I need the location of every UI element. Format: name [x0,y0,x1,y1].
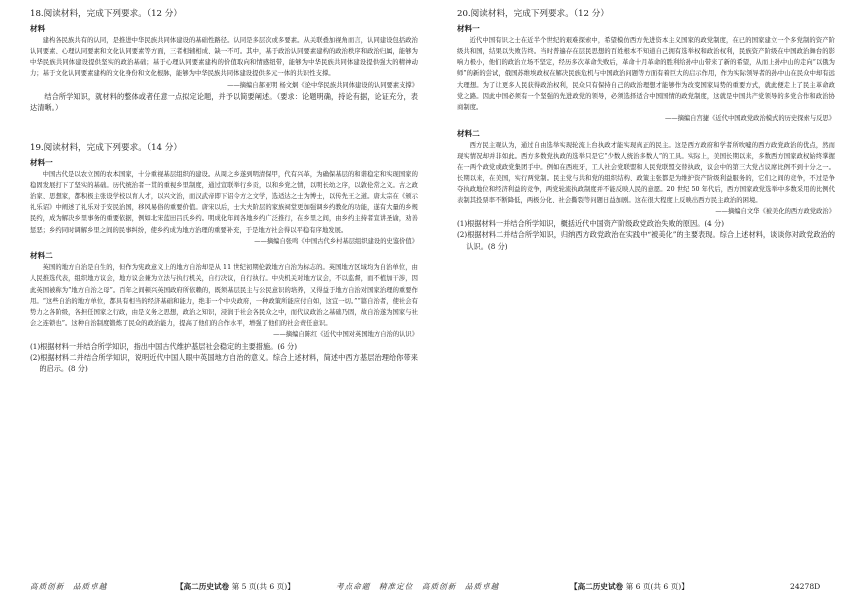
question-20-subquestion-2: (2)根据材料二并结合所学知识，归纳西方政党政治在实践中“被美化”的主要表现。综合上述材料，谈谈你对政党政治的认识。(8 分) [457,230,835,251]
question-19-material-1: 中国古代是以农立国的农本国家，十分重视基层组织的建设。从周之乡遂到明清保甲，代有兴革，为确保基层的和谐稳定和实现国家的稳固发展打下了坚实的基础。历代统治者一贯的重视乡里制度，通过宣联举行乡贡，以和乡党之情，以明长幼之序，以敦伦常之义。古之政治家、思想家，都积极主张设学校以育人才，以兴文治，而汉武帝即下诏令方之文学，选适达之士为博士，以传先王之道。唐太宗在《颁示礼乐诏》中阐述了礼乐对于安民治国，移风易俗的重要价值。唐宋以后，士大夫阶层的家族祠堂更加强调乡约教化的功能，遂有大量的乡规民约，成为解决乡里事务的重要依据，例如北宋蓝田吕氏乡约。明成化年间各地乡约广泛推行，在乡里之间，由乡约主持者宣讲圣谕，劝善惩恶；乡约同时调解乡里之间的民事纠纷，使乡约成为地方治理的重要补充，于是地方社会得以平稳有序地发展。 [30,170,418,234]
footer-middle-slogan: 考点命题 精准定位 高质创新 品质卓越 [336,582,500,591]
question-20-source-2: ——摘编自文华《被美化的西方政党政治》 [715,208,835,216]
material-1-label: 材料一 [457,24,480,33]
question-18-header: 18.阅读材料，完成下列要求。（12 分） [30,9,182,19]
question-20 [457,8,835,252]
question-19 [30,142,418,375]
question-20-header: 20.阅读材料，完成下列要求。（12 分） [457,9,609,19]
question-20-material-1: 近代中国有识之士在近半个世纪的艰难探索中，希望模仿西方先进资本主义国家的政党制度，在已的国家建立一个多党制的资产阶级共和国，结果以失败告终。当时普遍存在层民思想的百姓根本不知道自己拥有选举权和政治权利，民族资产阶级在中国政治舞台的影响力极小，他们的政治立场不坚定，经历多次革命失败后，革命十月革命的胜利给孙中山带来了新的希望，从而上孙中山的走向“以俄为师”的新的尝试，俄国苏维埃政权在解决民族危机与中国政治问题等方面有着巨大的启示作用，作为实际领导者的孙中山在民众中却有远大理想。为了让更多人民获得政治权利，民众只有保持自己的政治理想才能够作为改变国家局势的重要方式，就此便走上了民主革命政党之路。因此中国必须有一个坚强的先进政党的领导，必须选择适合中国国情的政党制度，这就是中国共产党领导的多党合作和政治协商制度。 [457,37,835,111]
question-18-material: 建构各民族共有的认同，是推进中华民族共同体建设的基础性路径。认同是多层次或多要素。从关联叠加视角而言，认同建设包括政治认同要素、心理认同要素和文化认同要素等方面，三者相辅相成、缺一不可。其中，基于政治认同要素建构的政治秩序和政治归属，能够为中华民族共同体建设提供坚实的政治基础；基于心理认同要素建构的价值取向和情感纽带，能够为中华民族共同体建设提供强大的精神动力；基于文化认同要素建构的文化身份和文化根脉，能够为中华民族共同体建设提供多元一体的共识性支撑。 [30,37,418,78]
question-19-subquestion-2: (2)根据材料二并结合所学知识，说明近代中国人眼中英国地方自治的意义。综合上述材料，简述中西方基层治理给你带来的启示。(8 分) [30,352,418,374]
material-2-label: 材料二 [30,251,53,261]
question-19-header: 19.阅读材料，完成下列要求。（14 分） [30,142,182,153]
material-1-label: 材料一 [30,157,53,167]
question-19-source-1: ——摘编自张鸣《中国古代乡村基层组织建设的史鉴价值》 [254,237,418,245]
footer-left-slogan: 高质创新 品质卓越 [30,582,108,591]
footer-exam-code: 24278D [790,582,821,591]
question-18-task: 结合所学知识，就材料的整体或者任意一点拟定论题，并予以简要阐述。（要求：论题明确，持论有据，论证充分，表达清晰。） [30,92,418,113]
footer-left-page-label: 【高二历史试卷 第 5 页(共 6 页)】 [176,582,295,591]
footer-right-page-label: 【高二历史试卷 第 6 页(共 6 页)】 [570,582,689,591]
material-2-label: 材料二 [457,128,480,138]
question-20-source-1: ——摘编自宫捷《近代中国政党政治模式的历史探索与反思》 [664,115,835,123]
question-19-material-2: 英国的地方自治是自生的，但作为宪政意义上的地方自治却是从 11 世纪初期伦敦地方自治为标志的。英国地方区域均为自治单位，由人民推选代表，组织地方议会，地方议会兼为立法与执行机关，自行决议，自行执行。中央机关对地方议会，不以监督，而不植加干涉，因此英国被称为“地方自治之母”。百年之间顿兴英国政府所依赖的，既须基层民主与公民意识的培养，又得益于地方自治对国家治理的重要作用。“这些自治的地方单位，都具有相当的经济基础和能力，绝非一个中央政府，一种政策所能应付自如，这宜一切。”“篇自治者，使社会有势力之各阶级，各担任国家之行政，由是义务之思想，政治之知识，浸润于社会各民众之中，而代议政治之基础乃固，故自治遂为国家与社会之连锁也”。这种自治制度锻炼了民众的政治能力，提高了他们的合作水平，增强了他们的社会责任意识。 [30,264,418,327]
question-19-subquestion-1: (1)根据材料一并结合所学知识，指出中国古代维护基层社会稳定的主要措施。(6 分) [30,341,298,351]
material-label: 材料 [30,24,46,33]
left-page-column [30,8,418,375]
question-20-subquestion-1: (1)根据材料一并结合所学知识，概括近代中国资产阶级政党政治失败的原因。(4 分) [457,218,725,228]
question-19-source-2: ——摘编自陈红《近代中国对英国地方自治的认识》 [273,331,418,339]
right-page-column [457,8,835,252]
question-18 [30,8,418,114]
question-18-source: ——摘编自郝亚明 杨文炯《论中华民族共同体建设的认同要素支撑》 [227,81,418,89]
question-20-material-2: 西方民主观认为，通过自由选举实现轮流上台执政才能实现真正的民主。这是西方政府和学者所吹嘘的西方政党政治的优点，然而现实情况却并非如此。西方多数党执政的选举只是它“少数人统治多数人”的工具。实际上，美国长期以来，多数西方国家政权始终掌握在一两个政党或政党集团手中。例如在西班牙，工人社会党联盟和人民党联盟交替执政，议会中的第三大党占议席比例不到十分之一。长期以来，在美国，实行两党制。民主党与共和党的组织结构、政策主张都是为维护资产阶级利益服务的，它们之间的竞争，不过是争夺执政地位和经济利益的竞争，两党轮流执政制度并不能反映人民的意愿。20 世纪 50 年代后，西方国家政党选举中多数采用的比例代表制其投票率不断降低，两极分化、社会撕裂等问题日益加剧。这在很大程度上反映出西方民主政治的困境。 [457,141,835,205]
